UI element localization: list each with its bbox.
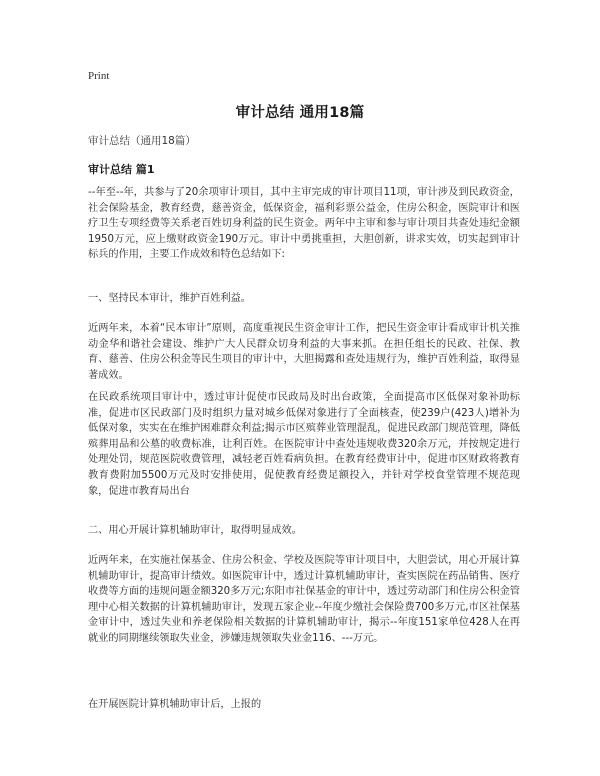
paragraph-intro: --年至--年，共参与了20余项审计项目，其中主审完成的审计项目11项，审计涉及到民政资金，社会保险基金，教育经费，慈善资金，低保资金，福利彩票公益金，住房公积金，医院审计和医疗卫生专项经费等关系老百姓切身利益的民生资金。两年中主审和参与审计项目共查处违纪金额1950万元，应上缴财政资金190万元。审计中勇挑重担，大胆创新，讲求实效，切实起到审计标兵的作用，主要工作成效和特色总结如下: <box>88 187 520 261</box>
paragraph-computer-audit: 近两年来，在实施社保基金、住房公积金、学校及医院等审计项目中，大胆尝试，用心开展计算机辅助审计，提高审计绩效。如医院审计中，透过计算机辅助审计，查实医院在药品销售、医疗收费等方面的违规问题金额320多万元;东阳市社保基金的审计中，透过劳动部门和住房公积金管理中心相关数据的计算机辅助审计，发现五家企业--年度少缴社会保险费700多万元,市区社保基金审计中，透过失业和养老保险相关数据的计算机辅助审计，揭示--年度151家单位428人在再就业的同期继续领取失业金，涉嫌违规领取失业金116、---万元。 <box>88 555 520 644</box>
print-label[interactable]: Print <box>88 70 110 82</box>
subheading-people-audit: 一、坚持民本审计，维护百姓利益。 <box>88 293 251 304</box>
document-subtitle: 审计总结（通用18篇） <box>88 135 196 147</box>
document-title: 审计总结 通用18篇 <box>235 105 365 121</box>
section-heading: 审计总结 篇1 <box>88 163 155 176</box>
subheading-computer-audit: 二、用心开展计算机辅助审计，取得明显成效。 <box>88 525 302 536</box>
paragraph-people-audit: 近两年来，本着“民本审计”原则，高度重视民生资金审计工作，把民生资金审计看成审计机关推动金华和谐社会建设、维护广大人民群众切身利益的大事来抓。在担任组长的民政、社保、教育、慈善、住房公积金等民生项目的审计中，大胆揭露和查处违规行为，维护百姓利益，取得显著成效。 <box>88 323 520 381</box>
paragraph-civil-affairs: 在民政系统项目审计中，透过审计促使市民政局及时出台政策，全面提高市区低保对象补助标准，促进市区民政部门及时组织力量对城乡低保对象进行了全面核查，使239户(423人)增补为低保对象，实实在在维护困难群众利益;揭示市区殡葬业管理混乱，促进民政部门规范管理，降低殡葬用品和公墓的收费标准，让利百姓。在医院审计中查处违规收费320余万元，并按规定进行处理处罚，规范医院收费管理，减轻老百姓看病负担。在教育经费审计中，促进市区财政将教育教育费附加5500万元及时安排使用，促使教育经费足额投入，并针对学校食堂管理不规范现象，促进市教育局出台 <box>88 392 520 497</box>
paragraph-hospital-audit: 在开展医院计算机辅助审计后，上报的 <box>88 699 262 710</box>
